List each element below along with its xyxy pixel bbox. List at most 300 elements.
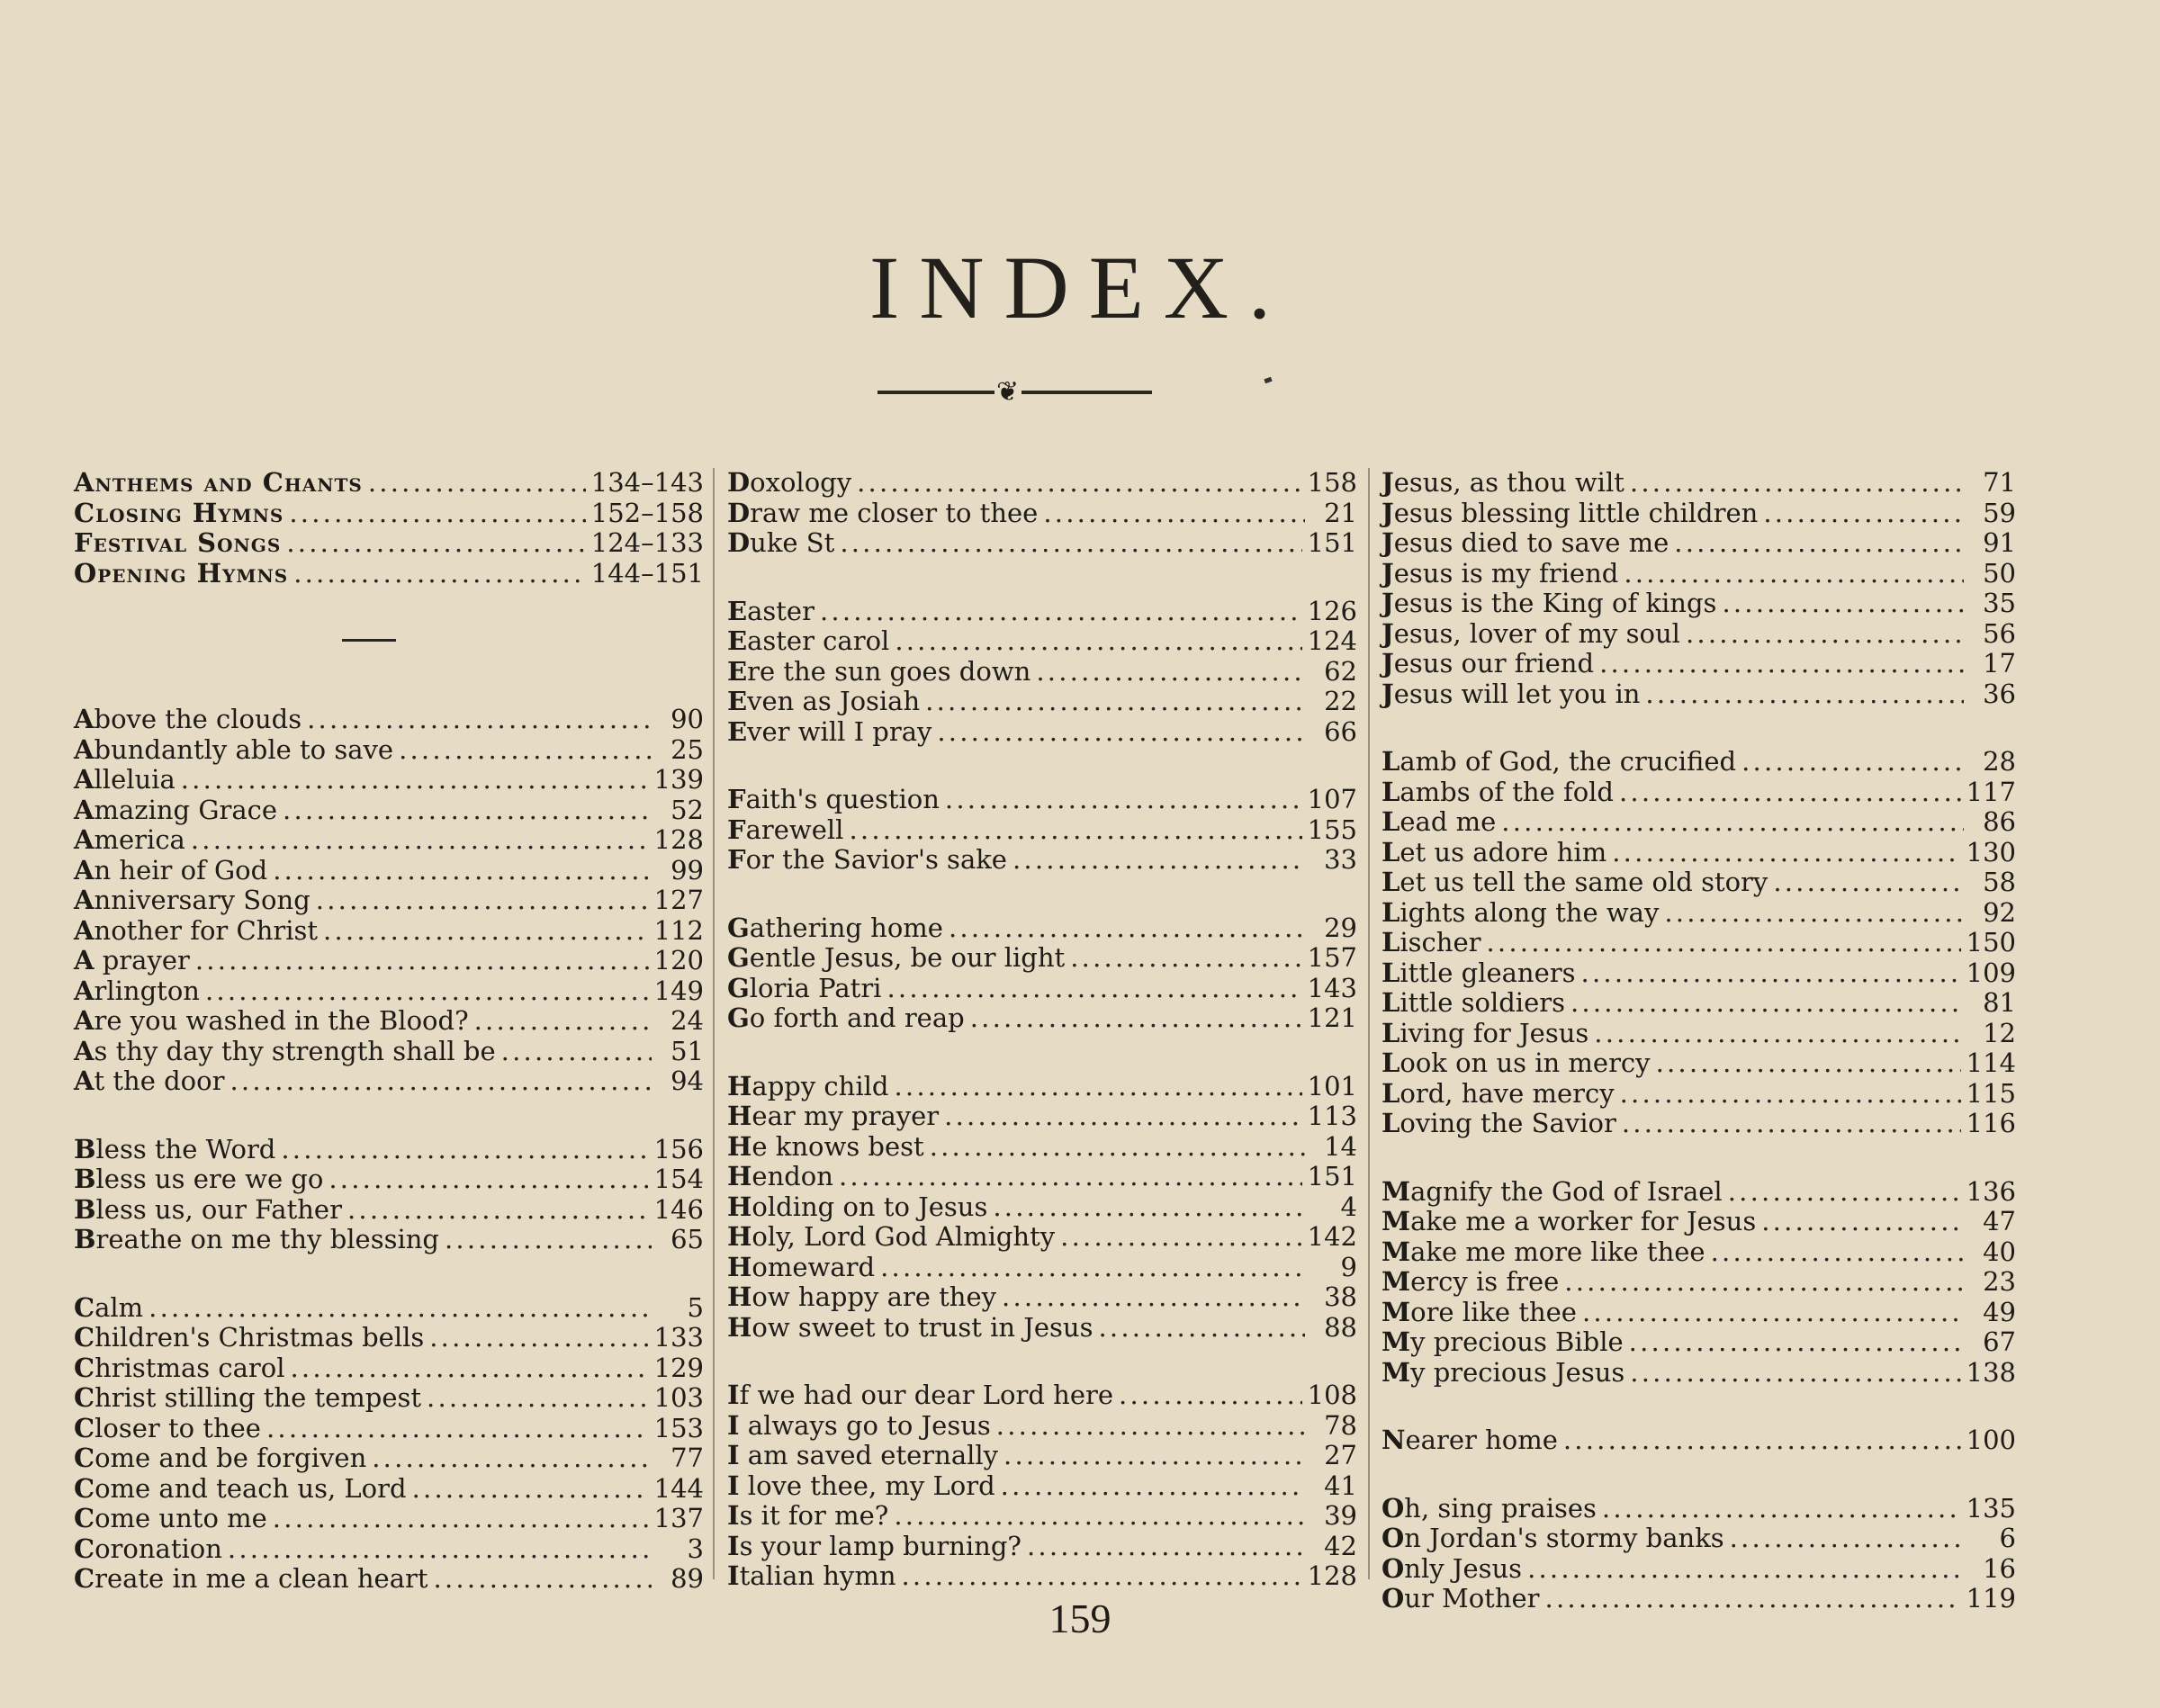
- index-entry: [1382, 1554, 2016, 1585]
- entry-page: 35: [1983, 588, 2016, 618]
- entry-title: Opening Hymns: [74, 557, 289, 589]
- dot-leader: [1620, 1079, 1961, 1110]
- dot-leader: [347, 1195, 649, 1226]
- entry-page: 119: [1966, 1583, 2016, 1614]
- entry-title: Draw me closer to thee: [727, 497, 1039, 528]
- index-entry: [74, 705, 704, 735]
- entry-page: 39: [1324, 1500, 1357, 1531]
- index-entry: [74, 1353, 704, 1384]
- dot-leader: [880, 1253, 1305, 1283]
- index-entry: [1382, 958, 2016, 989]
- entry-page: 42: [1324, 1530, 1357, 1561]
- entry-page: 28: [1983, 746, 2016, 777]
- category-entry: [74, 468, 704, 499]
- dot-leader: [996, 1411, 1305, 1442]
- dot-leader: [445, 1225, 652, 1255]
- entry-title: Anniversary Song: [74, 885, 310, 915]
- entry-title: Our Mother: [1382, 1583, 1540, 1614]
- entry-title: Christ stilling the tempest: [74, 1382, 422, 1413]
- letter-group: [727, 1380, 1357, 1592]
- letter-group: [727, 468, 1357, 559]
- entry-page: 142: [1307, 1221, 1357, 1252]
- index-entry: [727, 1501, 1357, 1532]
- entry-page: 156: [653, 1133, 704, 1164]
- dot-leader: [399, 735, 652, 766]
- index-entry: [74, 765, 704, 796]
- entry-title: Easter carol: [727, 625, 890, 656]
- dot-leader: [930, 1132, 1305, 1163]
- title-ornament: [878, 374, 1152, 410]
- entry-page: 23: [1983, 1266, 2016, 1297]
- dot-leader: [1728, 1177, 1961, 1208]
- entry-page: 71: [1983, 467, 2016, 498]
- index-column-3: [1382, 468, 2016, 1652]
- dot-leader: [1630, 1358, 1960, 1389]
- index-entry: [727, 657, 1357, 688]
- entry-title: Christmas carol: [74, 1352, 285, 1383]
- entry-title: My precious Bible: [1382, 1326, 1624, 1357]
- entry-title: Let us tell the same old story: [1382, 867, 1768, 897]
- index-entry: [727, 468, 1357, 499]
- index-entry: [1382, 499, 2016, 529]
- dot-leader: [1570, 988, 1964, 1019]
- entry-title: Create in me a clean heart: [74, 1563, 428, 1594]
- dot-leader: [1036, 657, 1305, 688]
- entry-title: Bless us ere we go: [74, 1164, 324, 1194]
- category-entry: [74, 559, 704, 589]
- entry-title: Arlington: [74, 975, 200, 1006]
- dot-leader: [970, 1003, 1302, 1034]
- entry-page: 56: [1983, 617, 2016, 649]
- entry-title: I am saved eternally: [727, 1440, 999, 1470]
- dot-leader: [290, 1353, 648, 1384]
- entry-title: Lead me: [1382, 806, 1497, 837]
- entry-page: 25: [670, 733, 704, 765]
- entry-title: Happy child: [727, 1070, 889, 1101]
- index-entry: [1382, 928, 2016, 958]
- dot-leader: [289, 499, 585, 529]
- dot-leader: [273, 1504, 649, 1534]
- entry-title: Gentle Jesus, be our light: [727, 942, 1066, 973]
- dot-leader: [820, 597, 1302, 627]
- dot-leader: [195, 946, 649, 976]
- entry-page: 103: [653, 1382, 704, 1413]
- dot-leader: [1686, 619, 1964, 650]
- index-entry: [74, 946, 704, 976]
- dot-leader: [1773, 867, 1964, 898]
- dot-leader: [1730, 1524, 1964, 1554]
- index-entry: [1382, 898, 2016, 929]
- page-number: 159: [1048, 1596, 1112, 1641]
- entry-title: Only Jesus: [1382, 1552, 1523, 1584]
- entry-page: 101: [1307, 1070, 1357, 1101]
- index-entry: [727, 1222, 1357, 1253]
- dot-leader: [1630, 468, 1964, 499]
- index-entry: [727, 1101, 1357, 1132]
- index-entry: [74, 1564, 704, 1595]
- entry-page: 120: [653, 945, 704, 975]
- entry-title: Closer to thee: [74, 1412, 261, 1443]
- entry-title: Anthems and Chants: [74, 467, 363, 498]
- entry-title: Even as Josiah: [727, 686, 921, 716]
- index-entry: [1382, 1019, 2016, 1049]
- ink-speck: [1264, 377, 1272, 383]
- index-entry: [1382, 807, 2016, 838]
- dot-leader: [434, 1564, 652, 1595]
- entry-page: 139: [653, 764, 704, 795]
- index-entry: [1382, 1109, 2016, 1139]
- entry-page: 129: [653, 1352, 704, 1383]
- entry-title: Make me more like thee: [1382, 1236, 1706, 1267]
- dot-leader: [328, 1164, 648, 1195]
- index-entry: [1382, 747, 2016, 778]
- category-entry: [74, 499, 704, 529]
- index-entry: [74, 1006, 704, 1037]
- index-entry: [727, 1471, 1357, 1502]
- entry-page: 116: [1966, 1108, 2016, 1138]
- dot-leader: [1099, 1313, 1306, 1344]
- entry-title: As thy day thy strength shall be: [74, 1035, 496, 1066]
- index-entry: [1382, 1524, 2016, 1554]
- dot-leader: [902, 1561, 1302, 1592]
- category-entry: [74, 528, 704, 559]
- entry-page: 88: [1324, 1311, 1357, 1343]
- letter-group: [1382, 1425, 2016, 1456]
- entry-title: Lights along the way: [1382, 896, 1660, 928]
- dot-leader: [1624, 559, 1964, 589]
- entry-page: 78: [1324, 1409, 1357, 1441]
- entry-page: 33: [1324, 844, 1357, 875]
- dot-leader: [894, 1072, 1301, 1102]
- entry-title: Go forth and reap: [727, 1002, 965, 1033]
- entry-title: Breathe on me thy blessing: [74, 1224, 439, 1254]
- index-entry: [727, 913, 1357, 944]
- dot-leader: [501, 1037, 652, 1067]
- letter-group: [1382, 1177, 2016, 1389]
- dot-leader: [886, 974, 1301, 1004]
- index-entry: [1382, 1048, 2016, 1079]
- index-entry: [1382, 1177, 2016, 1208]
- entry-page: 157: [1307, 942, 1357, 973]
- dot-leader: [1002, 1282, 1305, 1313]
- entry-page: 49: [1983, 1296, 2016, 1327]
- index-entry: [74, 1293, 704, 1324]
- entry-page: 90: [670, 704, 704, 734]
- dot-leader: [1527, 1554, 1964, 1585]
- index-entry: [1382, 867, 2016, 898]
- entry-groups-3: [1382, 468, 2016, 1614]
- entry-page: 86: [1983, 806, 2016, 837]
- index-entry: [727, 528, 1357, 559]
- entry-page: 58: [1983, 867, 2016, 897]
- entry-page: 127: [653, 885, 704, 915]
- index-entry: [727, 626, 1357, 657]
- entry-title: Jesus is my friend: [1382, 557, 1619, 589]
- letter-group: [74, 705, 704, 1097]
- entry-title: On Jordan's stormy banks: [1382, 1523, 1724, 1553]
- entry-page: 158: [1307, 467, 1357, 498]
- entry-title: America: [74, 824, 185, 855]
- letter-group: [727, 597, 1357, 748]
- dot-leader: [266, 1414, 649, 1444]
- dot-leader: [1645, 679, 1964, 710]
- entry-title: Mercy is free: [1382, 1266, 1560, 1297]
- index-entry: [74, 1383, 704, 1414]
- entry-page: 144: [653, 1472, 704, 1504]
- dot-leader: [1487, 928, 1961, 958]
- entry-title: Children's Christmas bells: [74, 1322, 425, 1353]
- dot-leader: [228, 1534, 652, 1565]
- entry-page: 59: [1983, 497, 2016, 528]
- dot-leader: [1564, 1267, 1964, 1298]
- column-divider-2: [1368, 468, 1370, 1579]
- entry-title: Hear my prayer: [727, 1101, 940, 1131]
- dot-leader: [191, 825, 649, 856]
- entry-title: Come and teach us, Lord: [74, 1472, 407, 1504]
- index-entry: [727, 687, 1357, 717]
- entry-title: Above the clouds: [74, 704, 302, 734]
- entry-title: Calm: [74, 1291, 144, 1323]
- dot-leader: [1711, 1237, 1964, 1268]
- entry-page: 92: [1983, 896, 2016, 928]
- dot-leader: [1612, 838, 1960, 868]
- entry-title: Are you washed in the Blood?: [74, 1005, 469, 1036]
- index-entry: [1382, 1327, 2016, 1358]
- index-entry: [74, 1164, 704, 1195]
- index-entry: [74, 825, 704, 856]
- entry-page: 146: [653, 1193, 704, 1225]
- entry-title: Festival Songs: [74, 527, 282, 558]
- index-entry: [727, 717, 1357, 748]
- entry-page: 81: [1983, 987, 2016, 1018]
- index-entry: [74, 885, 704, 916]
- entry-page: 24: [670, 1005, 704, 1036]
- entry-groups-2: [727, 468, 1357, 1592]
- dot-leader: [474, 1006, 652, 1037]
- index-entry: [74, 1504, 704, 1534]
- dot-leader: [1119, 1380, 1302, 1411]
- entry-title: Doxology: [727, 467, 852, 498]
- dot-leader: [281, 1135, 648, 1165]
- entry-title: Jesus is the King of kings: [1382, 588, 1717, 618]
- entry-title: Another for Christ: [74, 914, 319, 946]
- index-entry: [1382, 589, 2016, 619]
- entry-page: 77: [670, 1443, 704, 1473]
- dot-leader: [1619, 778, 1961, 808]
- entry-page: 134–143: [590, 467, 704, 498]
- index-entry: [74, 916, 704, 947]
- entry-page: 143: [1307, 972, 1357, 1003]
- index-entry: [74, 1534, 704, 1565]
- entry-page: 115: [1966, 1077, 2016, 1109]
- entry-title: Abundantly able to save: [74, 733, 394, 765]
- dot-leader: [993, 1192, 1305, 1223]
- index-entry: [74, 1195, 704, 1226]
- dot-leader: [849, 815, 1301, 846]
- entry-title: Jesus, lover of my soul: [1382, 617, 1680, 649]
- entry-title: Gathering home: [727, 912, 943, 943]
- entry-page: 91: [1983, 527, 2016, 558]
- entry-page: 138: [1966, 1356, 2016, 1388]
- entry-title: Holy, Lord God Almighty: [727, 1221, 1056, 1252]
- entry-page: 154: [653, 1164, 704, 1194]
- index-entry: [1382, 528, 2016, 559]
- dot-leader: [1602, 1494, 1961, 1524]
- dot-leader: [427, 1383, 649, 1414]
- entry-page: 52: [670, 794, 704, 825]
- fleuron-icon: ❦: [996, 376, 1020, 408]
- entry-title: Lambs of the fold: [1382, 776, 1614, 807]
- index-entry: [1382, 1494, 2016, 1524]
- index-entry: [727, 1253, 1357, 1283]
- entry-title: Let us adore him: [1382, 836, 1607, 867]
- dot-leader: [839, 1162, 1302, 1192]
- entry-title: Is your lamp burning?: [727, 1530, 1022, 1561]
- entry-page: 27: [1324, 1440, 1357, 1470]
- entry-page: 150: [1966, 927, 2016, 957]
- index-entry: [1382, 559, 2016, 589]
- index-entry: [1382, 778, 2016, 808]
- ornament-line-left: [878, 391, 994, 394]
- index-column-1: [74, 468, 704, 1632]
- entry-page: 136: [1966, 1175, 2016, 1207]
- entry-page: 36: [1983, 678, 2016, 709]
- dot-leader: [1742, 747, 1964, 778]
- entry-page: 124: [1307, 625, 1357, 656]
- index-entry: [74, 1225, 704, 1255]
- index-entry: [74, 1443, 704, 1474]
- entry-page: 107: [1307, 784, 1357, 814]
- entry-title: Come and be forgiven: [74, 1443, 367, 1473]
- index-entry: [727, 499, 1357, 529]
- index-entry: [1382, 1425, 2016, 1456]
- entry-page: 3: [687, 1533, 704, 1564]
- index-entry: [74, 976, 704, 1007]
- index-entry: [1382, 468, 2016, 499]
- entry-title: How happy are they: [727, 1281, 997, 1312]
- entry-page: 114: [1966, 1047, 2016, 1078]
- letter-group: [727, 913, 1357, 1034]
- entry-title: Closing Hymns: [74, 497, 284, 528]
- index-entry: [1382, 1079, 2016, 1110]
- index-entry: [74, 1474, 704, 1505]
- dot-leader: [945, 785, 1302, 815]
- entry-title: Jesus, as thou wilt: [1382, 467, 1624, 498]
- entry-page: 65: [670, 1224, 704, 1254]
- entry-title: A prayer: [74, 945, 190, 975]
- entry-page: 4: [1340, 1191, 1357, 1222]
- index-entry: [1382, 619, 2016, 650]
- entry-title: If we had our dear Lord here: [727, 1380, 1114, 1410]
- entry-page: 50: [1983, 557, 2016, 589]
- letter-group: [74, 1135, 704, 1255]
- dot-leader: [316, 885, 649, 916]
- index-entry: [727, 943, 1357, 974]
- index-entry: [727, 1411, 1357, 1442]
- index-entry: [727, 1282, 1357, 1313]
- entry-page: 94: [670, 1065, 704, 1096]
- dot-leader: [429, 1323, 648, 1353]
- dot-leader: [148, 1293, 652, 1324]
- dot-leader: [181, 765, 649, 796]
- index-entry: [1382, 679, 2016, 710]
- index-entry: [727, 1313, 1357, 1344]
- index-entry: [727, 845, 1357, 876]
- entry-page: 144–151: [590, 557, 704, 589]
- entry-page: 128: [1307, 1560, 1357, 1591]
- index-entry: [727, 1072, 1357, 1102]
- entry-page: 6: [1999, 1523, 2016, 1553]
- dot-leader: [1599, 649, 1964, 679]
- dot-leader: [1622, 1109, 1961, 1139]
- index-entry: [74, 1066, 704, 1097]
- entry-title: Nearer home: [1382, 1425, 1558, 1455]
- entry-title: Magnify the God of Israel: [1382, 1175, 1723, 1207]
- entry-page: 62: [1324, 655, 1357, 687]
- index-entry: [74, 796, 704, 826]
- entry-title: Easter: [727, 595, 814, 626]
- entry-page: 130: [1966, 836, 2016, 867]
- entry-page: 135: [1966, 1492, 2016, 1524]
- index-entry: [1382, 1207, 2016, 1237]
- index-column-2: [727, 468, 1357, 1630]
- index-entry: [727, 974, 1357, 1004]
- entry-title: Little soldiers: [1382, 987, 1565, 1018]
- entry-page: 51: [670, 1035, 704, 1066]
- dot-leader: [925, 687, 1305, 717]
- entry-page: 41: [1324, 1470, 1357, 1501]
- dot-leader: [286, 528, 585, 559]
- dot-leader: [840, 528, 1301, 559]
- dot-leader: [944, 1101, 1301, 1132]
- entry-title: At the door: [74, 1065, 225, 1096]
- index-entry: [727, 815, 1357, 846]
- column-divider-1: [713, 468, 715, 1579]
- entry-page: 108: [1307, 1380, 1357, 1410]
- entry-title: Jesus died to save me: [1382, 527, 1670, 558]
- entry-page: 128: [653, 824, 704, 855]
- dot-leader: [283, 796, 652, 826]
- entry-page: 153: [653, 1412, 704, 1443]
- entry-title: Farewell: [727, 814, 844, 845]
- entry-page: 109: [1966, 957, 2016, 988]
- entry-title: Faith's question: [727, 784, 940, 814]
- letter-group: [727, 1072, 1357, 1344]
- entry-page: 126: [1307, 595, 1357, 626]
- entry-title: Bless us, our Father: [74, 1193, 342, 1225]
- entry-page: 149: [653, 975, 704, 1006]
- dot-leader: [307, 705, 652, 735]
- entry-title: I always go to Jesus: [727, 1409, 991, 1441]
- dot-leader: [1043, 499, 1305, 529]
- index-entry: [74, 1323, 704, 1353]
- dot-leader: [368, 468, 586, 499]
- entry-title: Hendon: [727, 1161, 833, 1191]
- entry-page: 117: [1966, 776, 2016, 807]
- letter-group: [727, 785, 1357, 876]
- index-entry: [74, 1135, 704, 1165]
- entry-page: 112: [653, 914, 704, 946]
- dot-leader: [1629, 1327, 1964, 1358]
- entry-page: 124–133: [590, 527, 704, 558]
- entry-title: Duke St: [727, 527, 835, 558]
- index-entry: [727, 1192, 1357, 1223]
- entry-page: 133: [653, 1322, 704, 1353]
- entry-title: More like thee: [1382, 1296, 1577, 1327]
- dot-leader: [895, 626, 1301, 657]
- entry-title: Loving the Savior: [1382, 1108, 1616, 1138]
- index-entry: [1382, 1358, 2016, 1389]
